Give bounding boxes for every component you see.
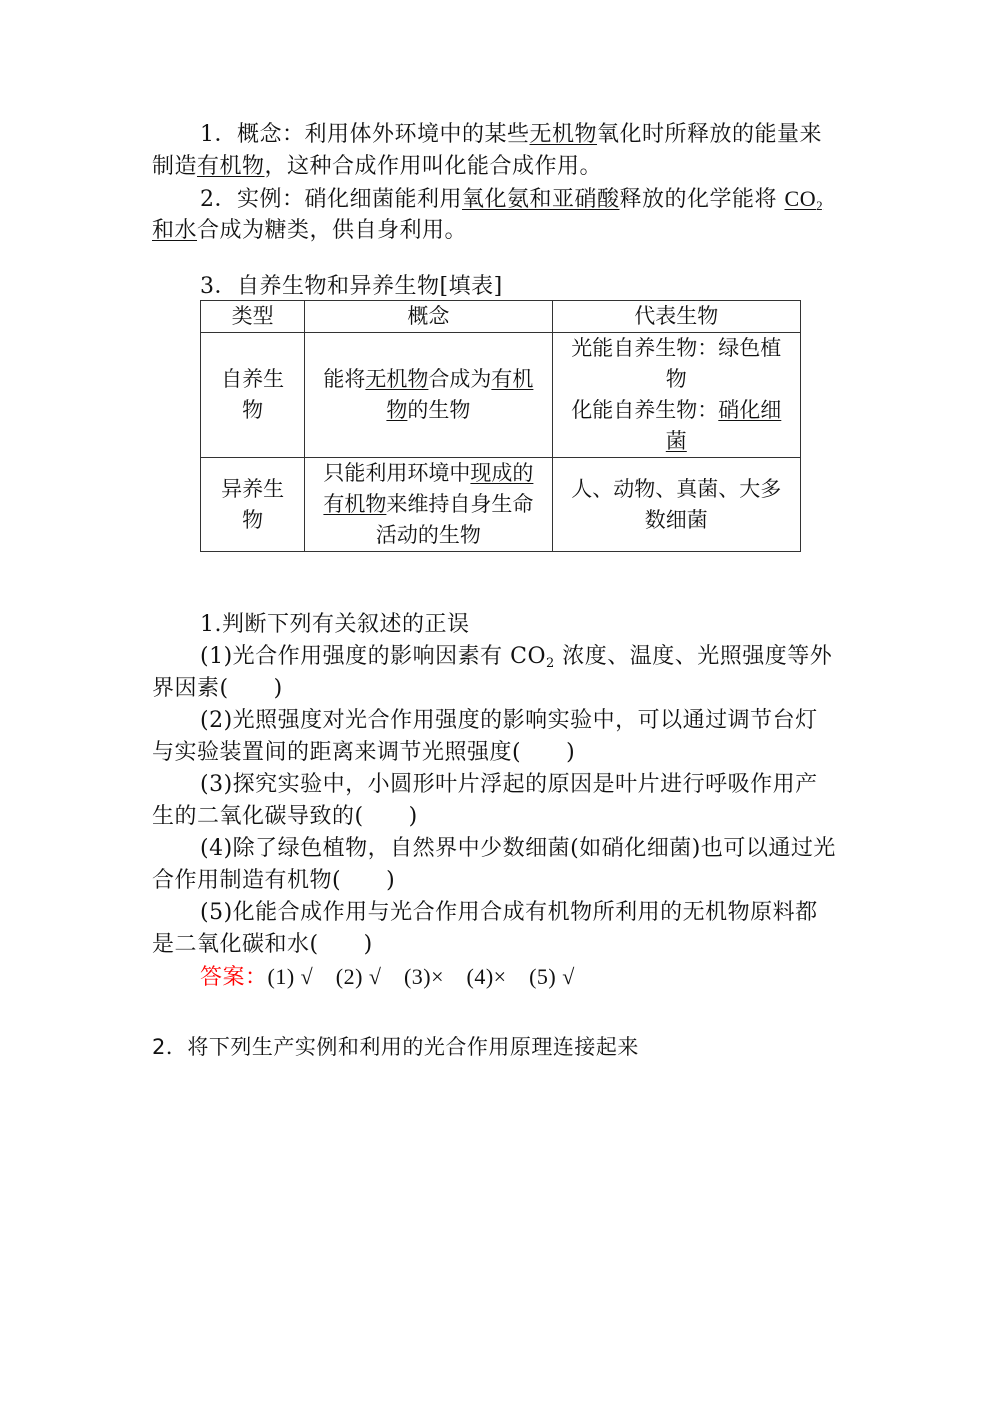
table-header-row [201, 301, 801, 333]
header-concept: 概念 [305, 301, 552, 333]
text: 氧化时所释放的能量来 [597, 122, 823, 147]
exercise1-item-2-line2: 与实验装置间的距离来调节光照强度( ) [152, 740, 576, 765]
text: ，这种合成作用叫化能合成作用。 [264, 154, 603, 179]
text: 浓度、温度、光照强度等外 [554, 644, 833, 669]
concept-line-1 [200, 120, 822, 150]
text: 人、动物、真菌、大多数细菌 [571, 476, 782, 532]
exercise1-item-5-line1: (5)化能合成作用与光合作用合成有机物所利用的无机物原料都 [200, 900, 818, 925]
text: 合成为糖类，供自身利用。 [197, 218, 468, 243]
table-row [201, 458, 801, 552]
cell-concept [305, 458, 552, 552]
header-representative: 代表生物 [552, 301, 800, 333]
text: (1)光合作用强度的影响因素有 CO [200, 644, 547, 669]
answer-line [200, 962, 575, 993]
concept-line-2 [152, 152, 602, 182]
table-row [201, 333, 801, 458]
underlined-answer: 无机物 [365, 367, 429, 391]
exercise1-item-1-line2: 界因素( ) [152, 676, 283, 701]
cell-representative [552, 458, 800, 552]
text: 光能自养生物：绿色植物 [571, 336, 782, 391]
organism-table [200, 300, 801, 552]
cell-representative [552, 333, 800, 458]
answer-text: (1) √ (2) √ (3)× (4)× (5) √ [267, 964, 575, 989]
text: 2．实例：硝化细菌能利用 [200, 187, 462, 212]
text: 异养生物 [221, 476, 285, 532]
table-title: 3．自养生物和异养生物[填表] [200, 274, 503, 299]
underlined-answer: 有机物 [386, 367, 534, 422]
text: 来维持自身生命活动的生物 [375, 492, 534, 547]
exercise1-item-4-line2: 合作用制造有机物( ) [152, 868, 396, 893]
exercise1-item-3-line1: (3)探究实验中，小圆形叶片浮起的原因是叶片进行呼吸作用产 [200, 772, 818, 797]
underlined-answer: 和水 [152, 218, 198, 243]
example-line-2 [152, 216, 467, 246]
underlined-answer: 硝化细菌 [665, 398, 782, 453]
underlined-answer: 有机物 [197, 154, 265, 179]
underlined-answer [785, 186, 824, 211]
exercise1-item-4-line1: (4)除了绿色植物，自然界中少数细菌(如硝化细菌)也可以通过光 [200, 836, 836, 861]
text: 制造 [152, 154, 198, 179]
text: 的生物 [407, 398, 471, 422]
underlined-answer: 氧化氨和亚硝酸 [462, 187, 620, 212]
exercise1-item-5-line2: 是二氧化碳和水( ) [152, 932, 373, 957]
subscript: 2 [546, 656, 555, 671]
exercise1-item-1-line1 [200, 642, 832, 672]
example-line-1 [200, 184, 823, 215]
underlined-answer: 现成的有机物 [323, 461, 534, 516]
exercise1-item-3-line2: 生的二氧化碳导致的( ) [152, 804, 418, 829]
text: 只能利用环境中 [323, 461, 471, 485]
text: 释放的化学能将 [619, 187, 785, 212]
exercise1-item-2-line1: (2)光照强度对光合作用强度的影响实验中，可以通过调节台灯 [200, 708, 818, 733]
cell-type [201, 333, 305, 458]
cell-type [201, 458, 305, 552]
text: 合成为 [428, 367, 492, 391]
text: 1．概念：利用体外环境中的某些 [200, 122, 530, 147]
cell-concept [305, 333, 552, 458]
text: CO [784, 186, 817, 211]
exercise1-title: 1.判断下列有关叙述的正误 [200, 612, 470, 637]
subscript: 2 [816, 198, 824, 213]
underlined-answer: 无机物 [529, 122, 598, 147]
answer-label: 答案： [200, 965, 268, 990]
text: 能将 [323, 367, 366, 391]
header-type: 类型 [201, 301, 305, 333]
text: 自养生物 [221, 367, 285, 422]
text: 化能自养生物： [571, 398, 719, 422]
exercise2-title: 2．将下列生产实例和利用的光合作用原理连接起来 [152, 1035, 639, 1059]
